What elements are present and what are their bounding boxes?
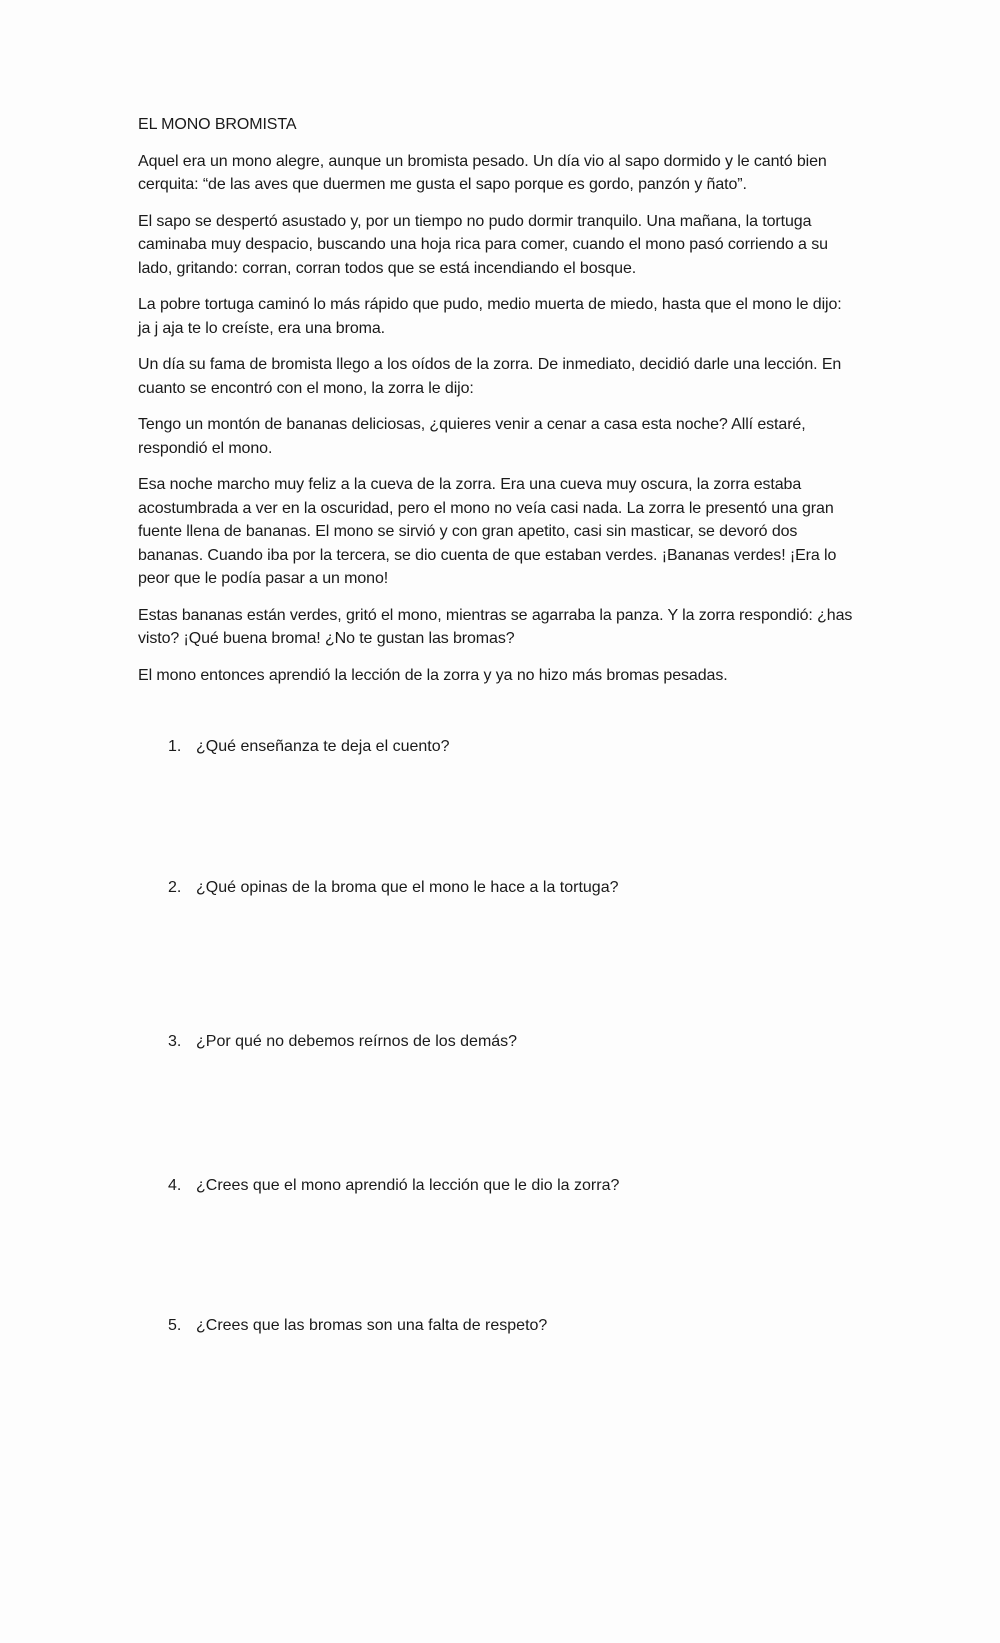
question-number: 2. bbox=[168, 879, 182, 896]
question-number: 4. bbox=[168, 1177, 182, 1194]
question-text: ¿Crees que las bromas son una falta de respeto? bbox=[196, 1317, 548, 1334]
story-body bbox=[138, 113, 858, 700]
question-item bbox=[168, 1030, 868, 1054]
story-paragraph: Aquel era un mono alegre, aunque un bromista pesado. Un día vio al sapo dormido y le cantó bien cerquita: “de las aves que duermen me gusta el sapo porque es gordo, panzón y ñato”. bbox=[138, 152, 827, 193]
question-text: ¿Qué opinas de la broma que el mono le hace a la tortuga? bbox=[196, 879, 619, 896]
question-number: 5. bbox=[168, 1317, 182, 1334]
question-item bbox=[168, 1314, 868, 1338]
story-paragraph: Un día su fama de bromista llego a los oídos de la zorra. De inmediato, decidió darle una lección. En cuanto se encontró con el mono, la zorra le dijo: bbox=[138, 356, 842, 397]
story-paragraph: Esa noche marcho muy feliz a la cueva de la zorra. Era una cueva muy oscura, la zorra estaba acostumbrada a ver en la oscuridad, pero el mono no veía casi nada. La zorra le presentó una gran fuente llena de bananas. El mono se sirvió y con gran apetito, casi sin masticar, se devoró dos bananas. Cuando iba por la tercera, se dio cuenta de que estaban verdes. ¡Bananas verdes! ¡Era lo peor que le podía pasar a un mono! bbox=[138, 476, 837, 587]
story-paragraph: Tengo un montón de bananas deliciosas, ¿quieres venir a cenar a casa esta noche? Allí estaré, respondió el mono. bbox=[138, 416, 806, 457]
story-paragraph: Estas bananas están verdes, gritó el mono, mientras se agarraba la panza. Y la zorra respondió: ¿has visto? ¡Qué buena broma! ¿No te gustan las bromas? bbox=[138, 606, 853, 647]
question-text: ¿Crees que el mono aprendió la lección que le dio la zorra? bbox=[196, 1177, 620, 1194]
story-paragraph: El sapo se despertó asustado y, por un tiempo no pudo dormir tranquilo. Una mañana, la tortuga caminaba muy despacio, buscando una hoja rica para comer, cuando el mono pasó corriendo a su lado, gritando: corran, corran todos que se está incendiando el bosque. bbox=[138, 212, 828, 277]
question-item bbox=[168, 735, 868, 759]
question-text: ¿Por qué no debemos reírnos de los demás? bbox=[196, 1033, 518, 1050]
question-text: ¿Qué enseñanza te deja el cuento? bbox=[196, 738, 450, 755]
question-item bbox=[168, 876, 868, 900]
story-title: EL MONO BROMISTA bbox=[138, 116, 297, 133]
question-number: 1. bbox=[168, 738, 182, 755]
question-item bbox=[168, 1174, 868, 1198]
question-number: 3. bbox=[168, 1033, 182, 1050]
story-paragraph: La pobre tortuga caminó lo más rápido que pudo, medio muerta de miedo, hasta que el mono le dijo: ja j aja te lo creíste, era una broma. bbox=[138, 296, 842, 337]
story-paragraph: El mono entonces aprendió la lección de la zorra y ya no hizo más bromas pesadas. bbox=[138, 666, 728, 684]
